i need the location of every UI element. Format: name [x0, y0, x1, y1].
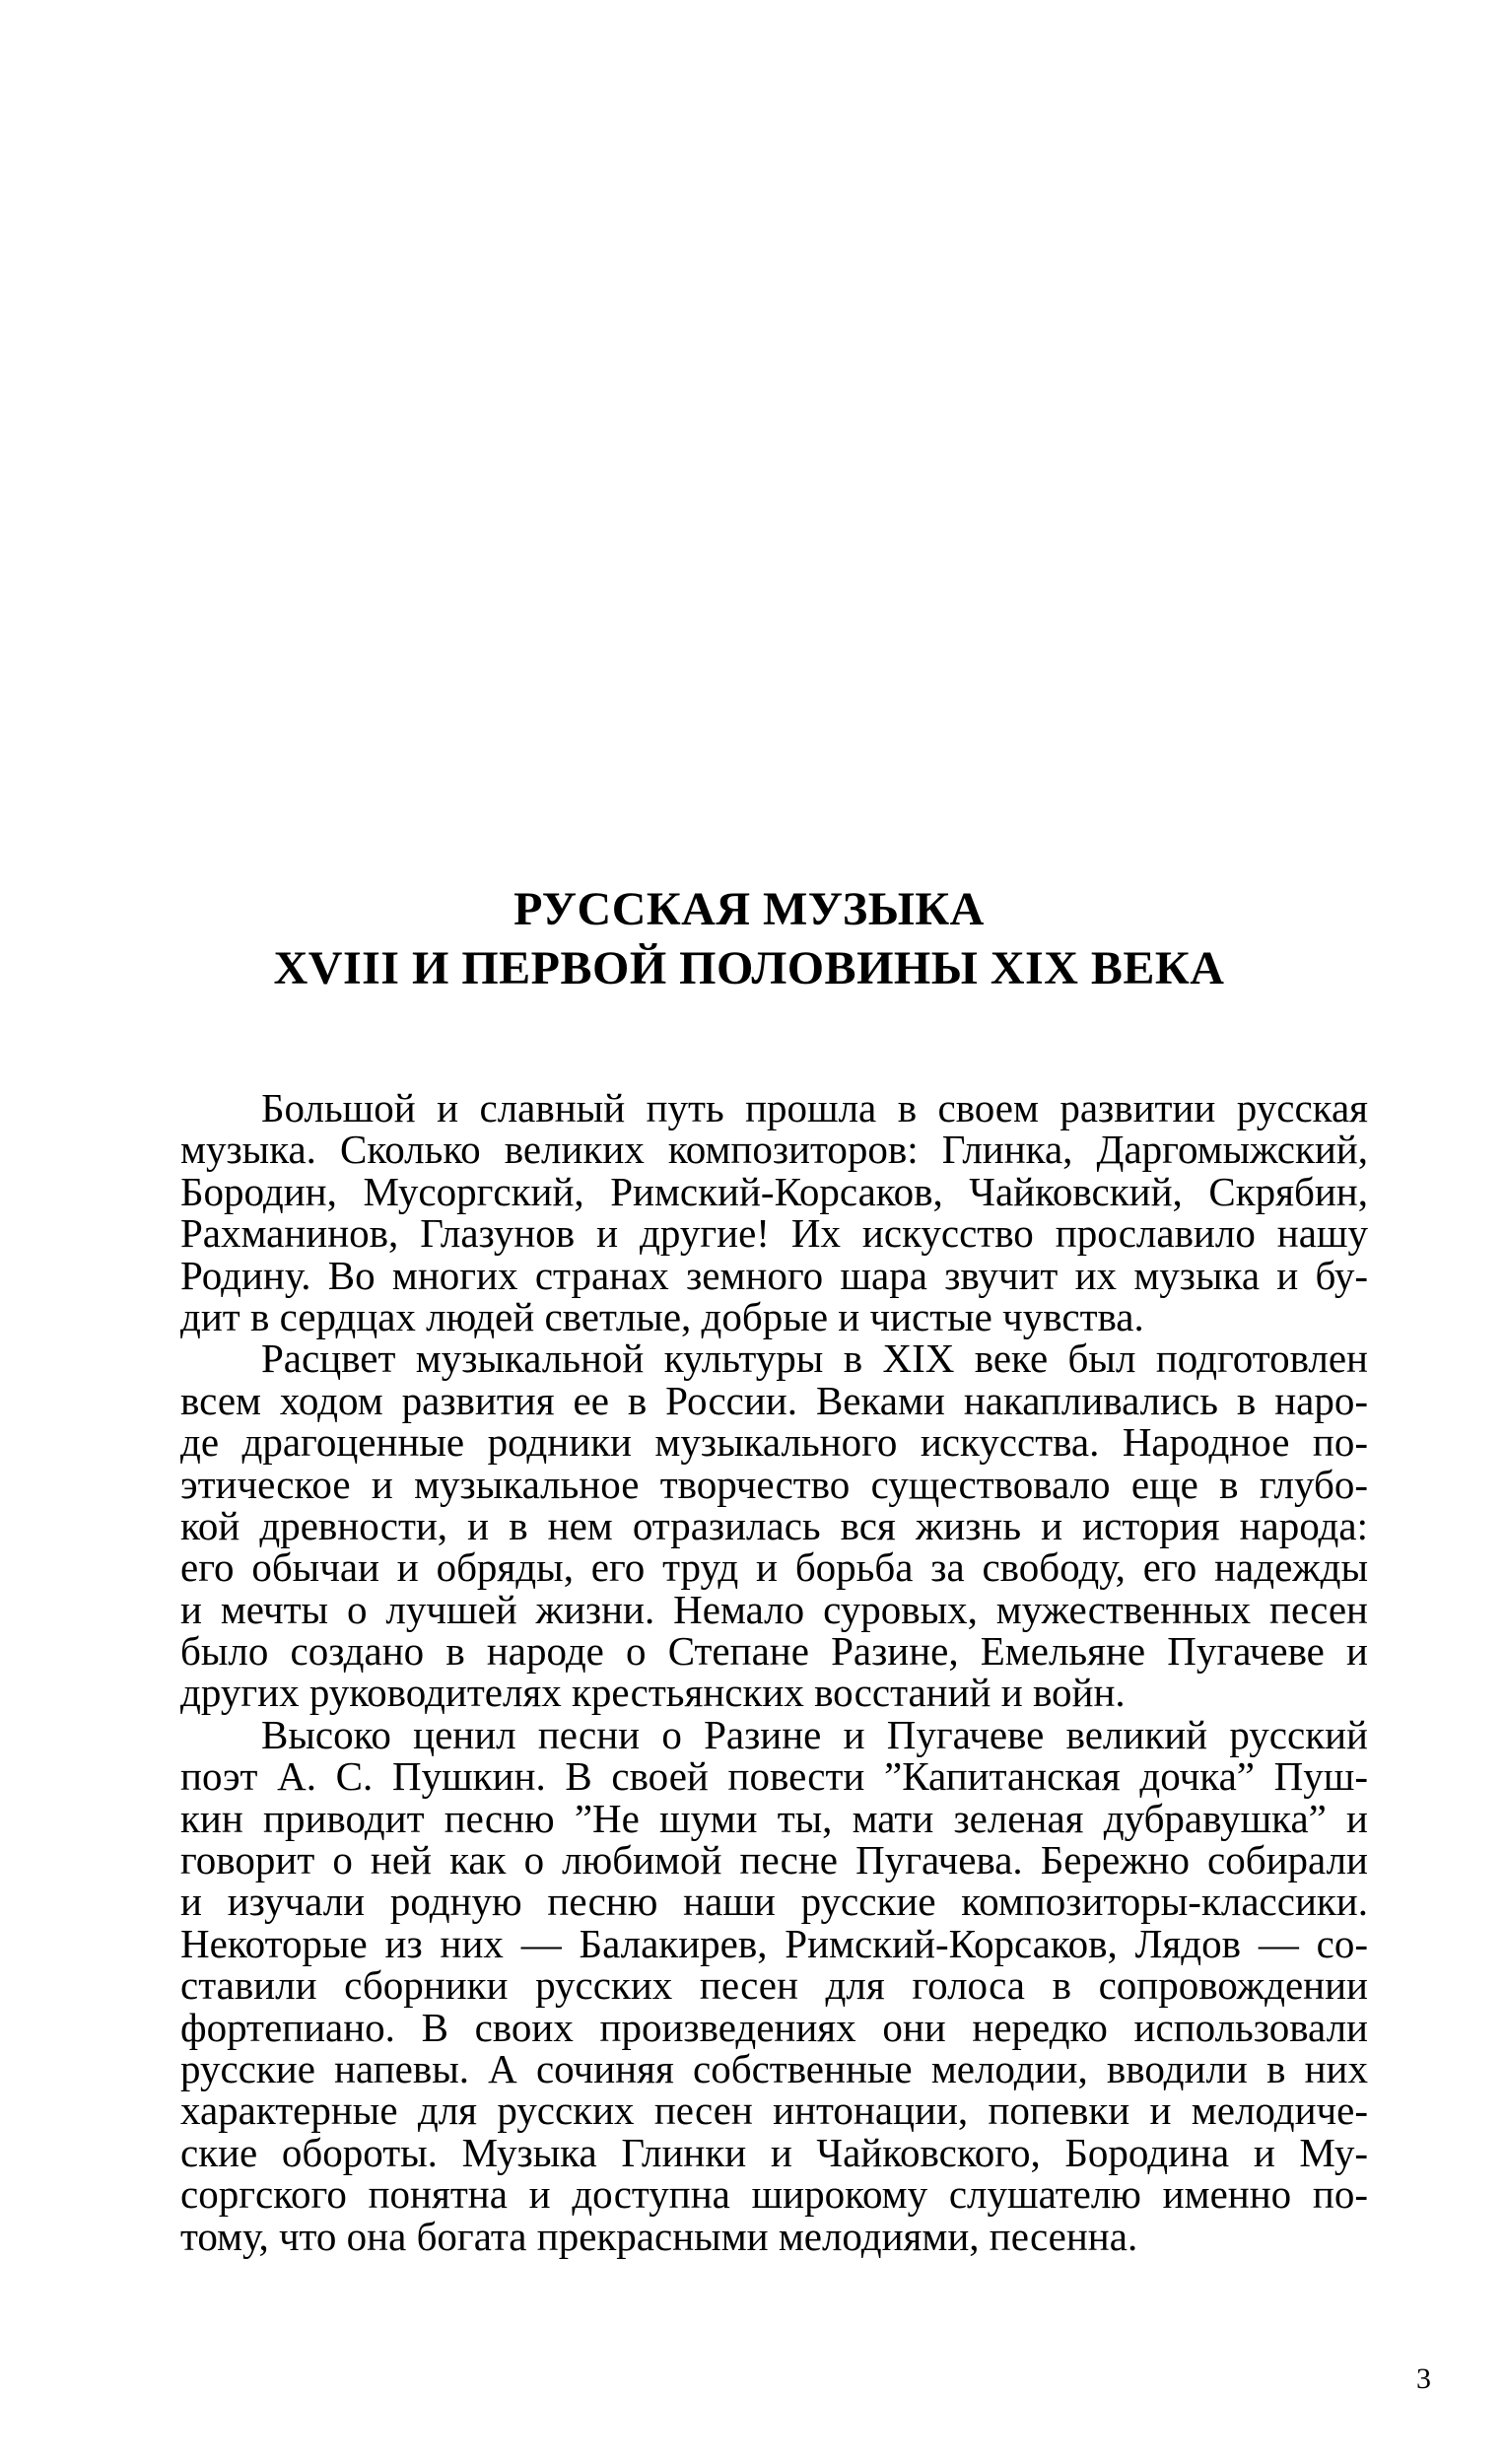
text-line: кой древности, и в нем отразилась вся жизнь и история народа: [180, 1502, 1368, 1548]
text-line: соргского понятна и доступна широкому слушателю именно по- [180, 2171, 1368, 2218]
body-text [180, 1087, 1368, 2257]
text-line: музыка. Сколько великих композиторов: Глинка, Даргомыжский, [180, 1127, 1368, 1173]
text-line: было создано в народе о Степане Разине, Емельяне Пугачеве и [180, 1628, 1368, 1675]
text-line: Расцвет музыкальной культуры в XIX веке был подготовлен [261, 1335, 1368, 1382]
text-line: этическое и музыкальное творчество существовало еще в глубо- [180, 1461, 1368, 1507]
text-line: Рахманинов, Глазунов и другие! Их искусство прославило нашу [180, 1210, 1368, 1257]
chapter-title [158, 880, 1340, 998]
text-line: кин приводит песню ”Не шуми ты, мати зеленая дубравушка” и [180, 1795, 1368, 1841]
text-line: русские напевы. А сочиняя собственные мелодии, вводили в них [180, 2045, 1368, 2091]
text-line: других руководителях крестьянских восстаний и войн. [180, 1670, 1126, 1716]
text-line: Родину. Во многих странах земного шара звучит их музыка и бу- [180, 1252, 1368, 1298]
text-line: ские обороты. Музыка Глинки и Чайковского, Бородина и Му- [180, 2129, 1368, 2175]
chapter-title-line-2: XVIII И ПЕРВОЙ ПОЛОВИНЫ XIX ВЕКА [273, 942, 1225, 994]
text-line: Некоторые из них — Балакирев, Римский-Корсаков, Лядов — со- [180, 1920, 1368, 1966]
text-line: де драгоценные родники музыкального искусства. Народное по- [180, 1419, 1368, 1466]
page-number: 3 [1416, 2362, 1431, 2395]
paragraph-3 [180, 1711, 1368, 2259]
text-line: его обычаи и обряды, его труд и борьба за свободу, его надежды [180, 1544, 1368, 1591]
text-line: поэт А. С. Пушкин. В своей повести ”Капитанская дочка” Пуш- [180, 1753, 1368, 1800]
text-line: тому, что она богата прекрасными мелодиями, песенна. [180, 2213, 1138, 2259]
text-line: и изучали родную песню наши русские композиторы-классики. [180, 1879, 1368, 1925]
text-line: дит в сердцах людей светлые, добрые и чистые чувства. [180, 1293, 1144, 1339]
text-line: ставили сборники русских песен для голоса в сопровождении [180, 1962, 1368, 2009]
paragraph-1 [180, 1087, 1368, 1337]
paragraph-2 [180, 1337, 1368, 1714]
text-line: фортепиано. В своих произведениях они нередко использовали [180, 2004, 1368, 2050]
text-line: всем ходом развития ее в России. Веками накапливались в наро- [180, 1377, 1368, 1423]
text-line: Бородин, Мусоргский, Римский-Корсаков, Чайковский, Скрябин, [180, 1168, 1368, 1214]
chapter-title-line-1: РУССКАЯ МУЗЫКА [513, 883, 985, 935]
text-line: характерные для русских песен интонации, попевки и мелодиче- [180, 2088, 1368, 2134]
text-line: Большой и славный путь прошла в своем развитии русская [261, 1085, 1368, 1130]
text-line: Высоко ценил песни о Разине и Пугачеве великий русский [261, 1711, 1368, 1757]
text-line: говорит о ней как о любимой песне Пугачева. Бережно собирали [180, 1837, 1368, 1883]
text-line: и мечты о лучшей жизни. Немало суровых, мужественных песен [180, 1586, 1368, 1632]
